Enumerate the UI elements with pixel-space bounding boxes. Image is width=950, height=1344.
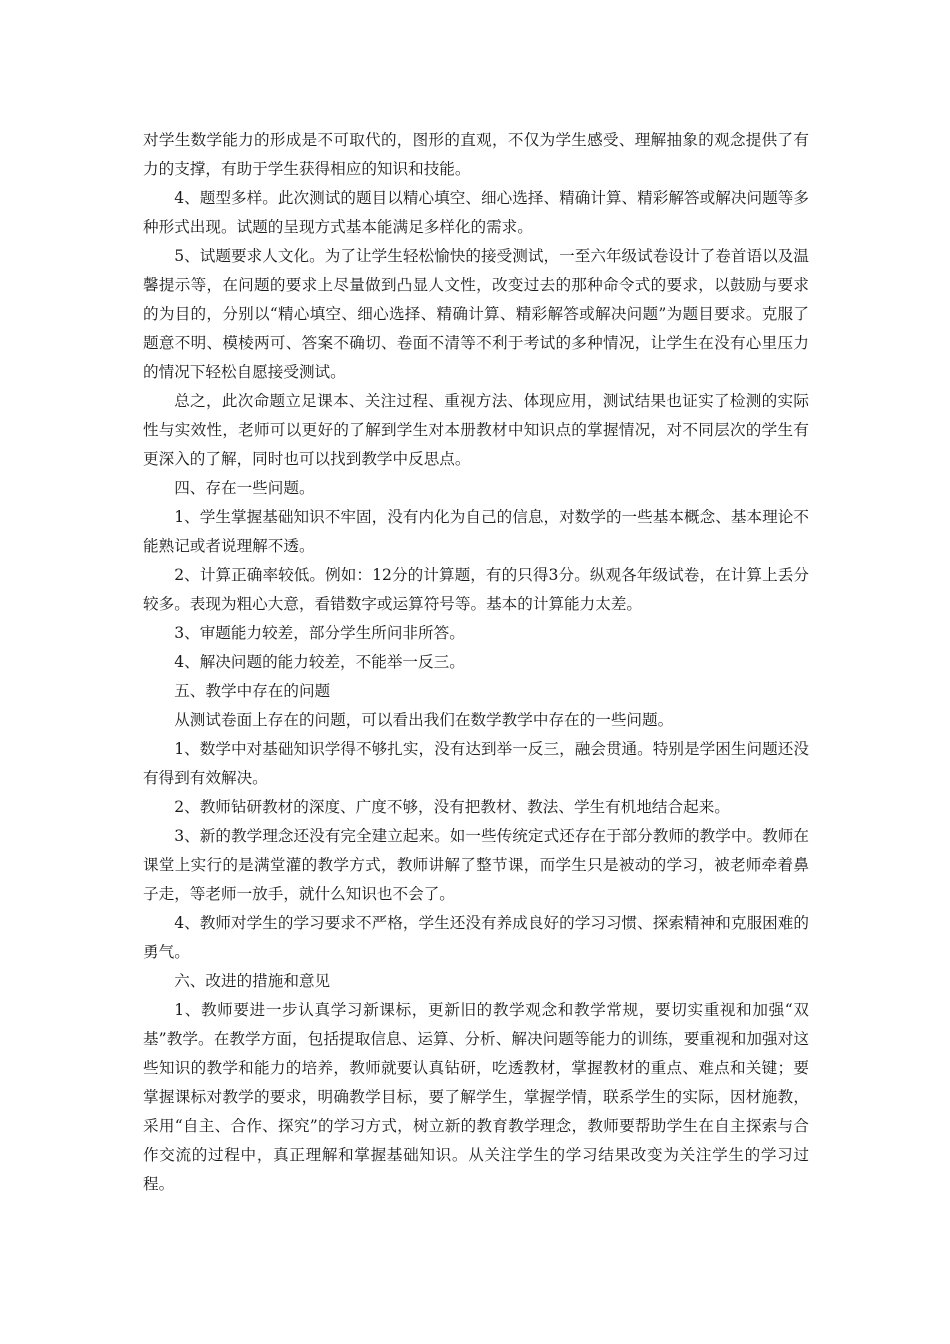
section-heading-problems: 四、存在一些问题。 [174, 479, 315, 497]
paragraph-problem-4: 4、解决问题的能力较差，不能举一反三。 [174, 653, 465, 671]
paragraph-teaching-1: 1、数学中对基础知识学得不够扎实，没有达到举一反三，融会贯通。特别是学困生问题还没有得到有效解决。 [143, 740, 809, 787]
paragraph-summary: 总之，此次命题立足课本、关注过程、重视方法、体现应用，测试结果也证实了检测的实际性与实效性，老师可以更好的了解到学生对本册教材中知识点的掌握情况，对不同层次的学生有更深入的了解，同时也可以找到教学中反思点。 [143, 392, 809, 468]
section-heading-teaching-problems: 五、教学中存在的问题 [174, 682, 331, 700]
paragraph-teaching-2: 2、教师钻研教材的深度、广度不够，没有把教材、教法、学生有机地结合起来。 [174, 798, 730, 816]
document-page [143, 126, 809, 1199]
paragraph-problem-2: 2、计算正确率较低。例如：12分的计算题，有的只得3分。纵观各年级试卷，在计算上丢分较多。表现为粗心大意，看错数字或运算符号等。基本的计算能力太差。 [143, 566, 809, 613]
paragraph-problem-3: 3、审题能力较差，部分学生所问非所答。 [174, 624, 465, 642]
paragraph-item-5-humanized: 5、试题要求人文化。为了让学生轻松愉快的接受测试，一至六年级试卷设计了卷首语以及温馨提示等，在问题的要求上尽量做到凸显人文性，改变过去的那种命令式的要求，以鼓励与要求的为目的，分别以“精心填空、细心选择、精确计算、精彩解答或解决问题”为题目要求。克服了题意不明、模棱两可、答案不确切、卷面不清等不利于考试的多种情况，让学生在没有心里压力的情况下轻松自愿接受测试。 [143, 247, 809, 381]
paragraph-problem-1: 1、学生掌握基础知识不牢固，没有内化为自己的信息，对数学的一些基本概念、基本理论不能熟记或者说理解不透。 [143, 508, 809, 555]
section-heading-improvements: 六、改进的措施和意见 [174, 972, 331, 990]
paragraph-teaching-intro: 从测试卷面上存在的问题，可以看出我们在数学教学中存在的一些问题。 [174, 711, 674, 729]
paragraph-continuation: 对学生数学能力的形成是不可取代的，图形的直观，不仅为学生感受、理解抽象的观念提供了有力的支撑，有助于学生获得相应的知识和技能。 [143, 131, 809, 178]
paragraph-teaching-3: 3、新的教学理念还没有完全建立起来。如一些传统定式还存在于部分教师的教学中。教师在课堂上实行的是满堂灌的教学方式，教师讲解了整节课，而学生只是被动的学习，被老师牵着鼻子走，等老师一放手，就什么知识也不会了。 [143, 827, 809, 903]
paragraph-item-4-question-types: 4、题型多样。此次测试的题目以精心填空、细心选择、精确计算、精彩解答或解决问题等多种形式出现。试题的呈现方式基本能满足多样化的需求。 [143, 189, 809, 236]
paragraph-teaching-4: 4、教师对学生的学习要求不严格，学生还没有养成良好的学习习惯、探索精神和克服困难的勇气。 [143, 914, 809, 961]
paragraph-improvement-1: 1、教师要进一步认真学习新课标，更新旧的教学观念和教学常规，要切实重视和加强“双基”教学。在教学方面，包括提取信息、运算、分析、解决问题等能力的训练，要重视和加强对这些知识的教学和能力的培养，教师就要认真钻研，吃透教材，掌握教材的重点、难点和关键；要掌握课标对教学的要求，明确教学目标，要了解学生，掌握学情，联系学生的实际，因材施教，采用“自主、合作、探究”的学习方式，树立新的教育教学理念，教师要帮助学生在自主探索与合作交流的过程中，真正理解和掌握基础知识。从关注学生的学习结果改变为关注学生的学习过程。 [143, 1001, 809, 1193]
